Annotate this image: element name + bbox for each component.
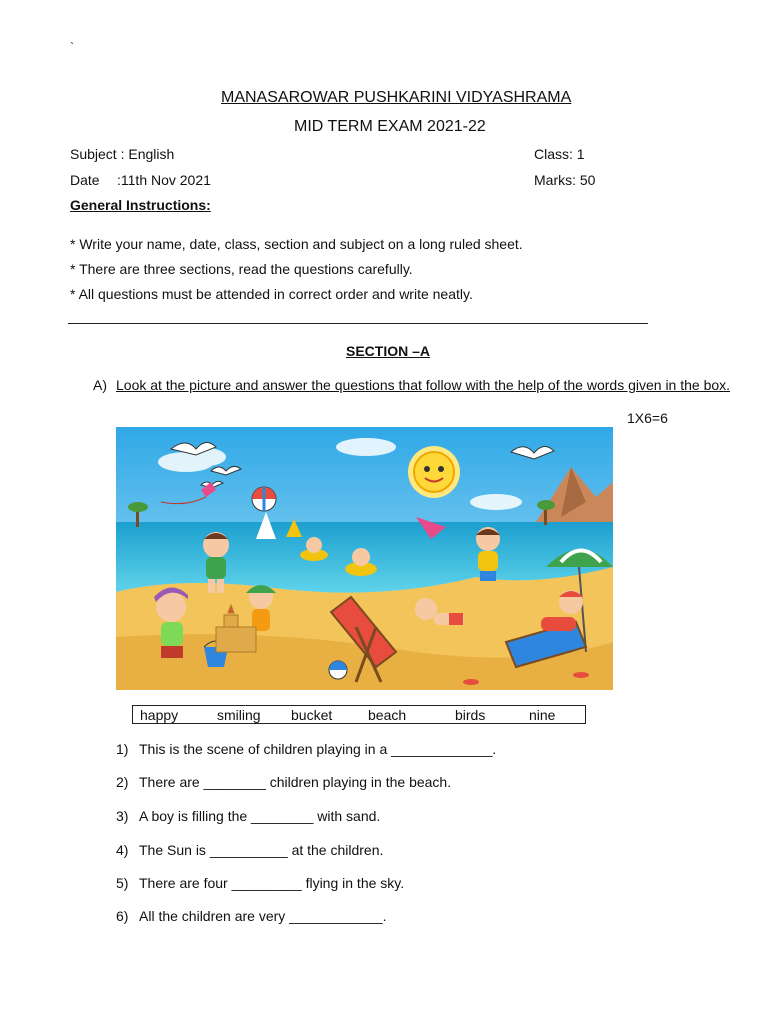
question-item — [116, 808, 380, 824]
instruction-item: * Write your name, date, class, section and subject on a long ruled sheet. — [70, 236, 523, 252]
word-box-item: beach — [368, 707, 407, 723]
question-item — [116, 875, 404, 891]
question-item — [116, 842, 383, 858]
divider-line — [68, 323, 648, 324]
class-label: Class: 1 — [534, 146, 585, 162]
question-a-text: Look at the picture and answer the questions that follow with the help of the words given in the box. — [116, 377, 731, 393]
question-number: 2) — [116, 774, 129, 790]
word-box-item: happy — [140, 707, 179, 723]
question-text: All the children are very ____________. — [139, 908, 387, 924]
exam-title: MID TERM EXAM 2021-22 — [294, 118, 486, 135]
question-number: 1) — [116, 741, 129, 757]
question-text: The Sun is __________ at the children. — [139, 842, 384, 858]
word-box-item: nine — [529, 707, 556, 723]
question-text: This is the scene of children playing in a _____________. — [139, 741, 497, 757]
question-number: 3) — [116, 808, 129, 824]
question-item — [116, 741, 496, 757]
marks-label: Marks: 50 — [534, 172, 596, 188]
question-number: 4) — [116, 842, 129, 858]
question-text: There are four _________ flying in the sky. — [139, 875, 405, 891]
beach-ball-shape — [329, 661, 347, 679]
question-text: There are ________ children playing in the beach. — [139, 774, 452, 790]
question-text: A boy is filling the ________ with sand. — [139, 808, 381, 824]
section-heading: SECTION –A — [346, 343, 431, 359]
subject-label: Subject : English — [70, 146, 175, 162]
word-box-item: bucket — [291, 707, 333, 723]
instruction-item: * All questions must be attended in correct order and write neatly. — [70, 286, 473, 302]
date-label: Date — [70, 172, 100, 188]
question-item — [116, 908, 387, 924]
word-box-item: birds — [455, 707, 486, 723]
question-number: 6) — [116, 908, 129, 924]
sun-shape — [408, 446, 460, 498]
word-box-item: smiling — [217, 707, 261, 723]
question-a-label: A) — [93, 377, 107, 393]
instructions-heading: General Instructions: — [70, 197, 211, 213]
question-number: 5) — [116, 875, 129, 891]
question-a-marks: 1X6=6 — [627, 410, 668, 426]
word-box — [132, 705, 586, 724]
beach-scene-illustration — [116, 427, 613, 690]
school-name: MANASAROWAR PUSHKARINI VIDYASHRAMA — [221, 89, 572, 106]
beach-ball-shape — [252, 487, 276, 511]
stray-mark: ` — [70, 40, 74, 54]
instruction-item: * There are three sections, read the questions carefully. — [70, 261, 413, 277]
date-value: :11th Nov 2021 — [117, 172, 211, 188]
question-item — [116, 774, 451, 790]
